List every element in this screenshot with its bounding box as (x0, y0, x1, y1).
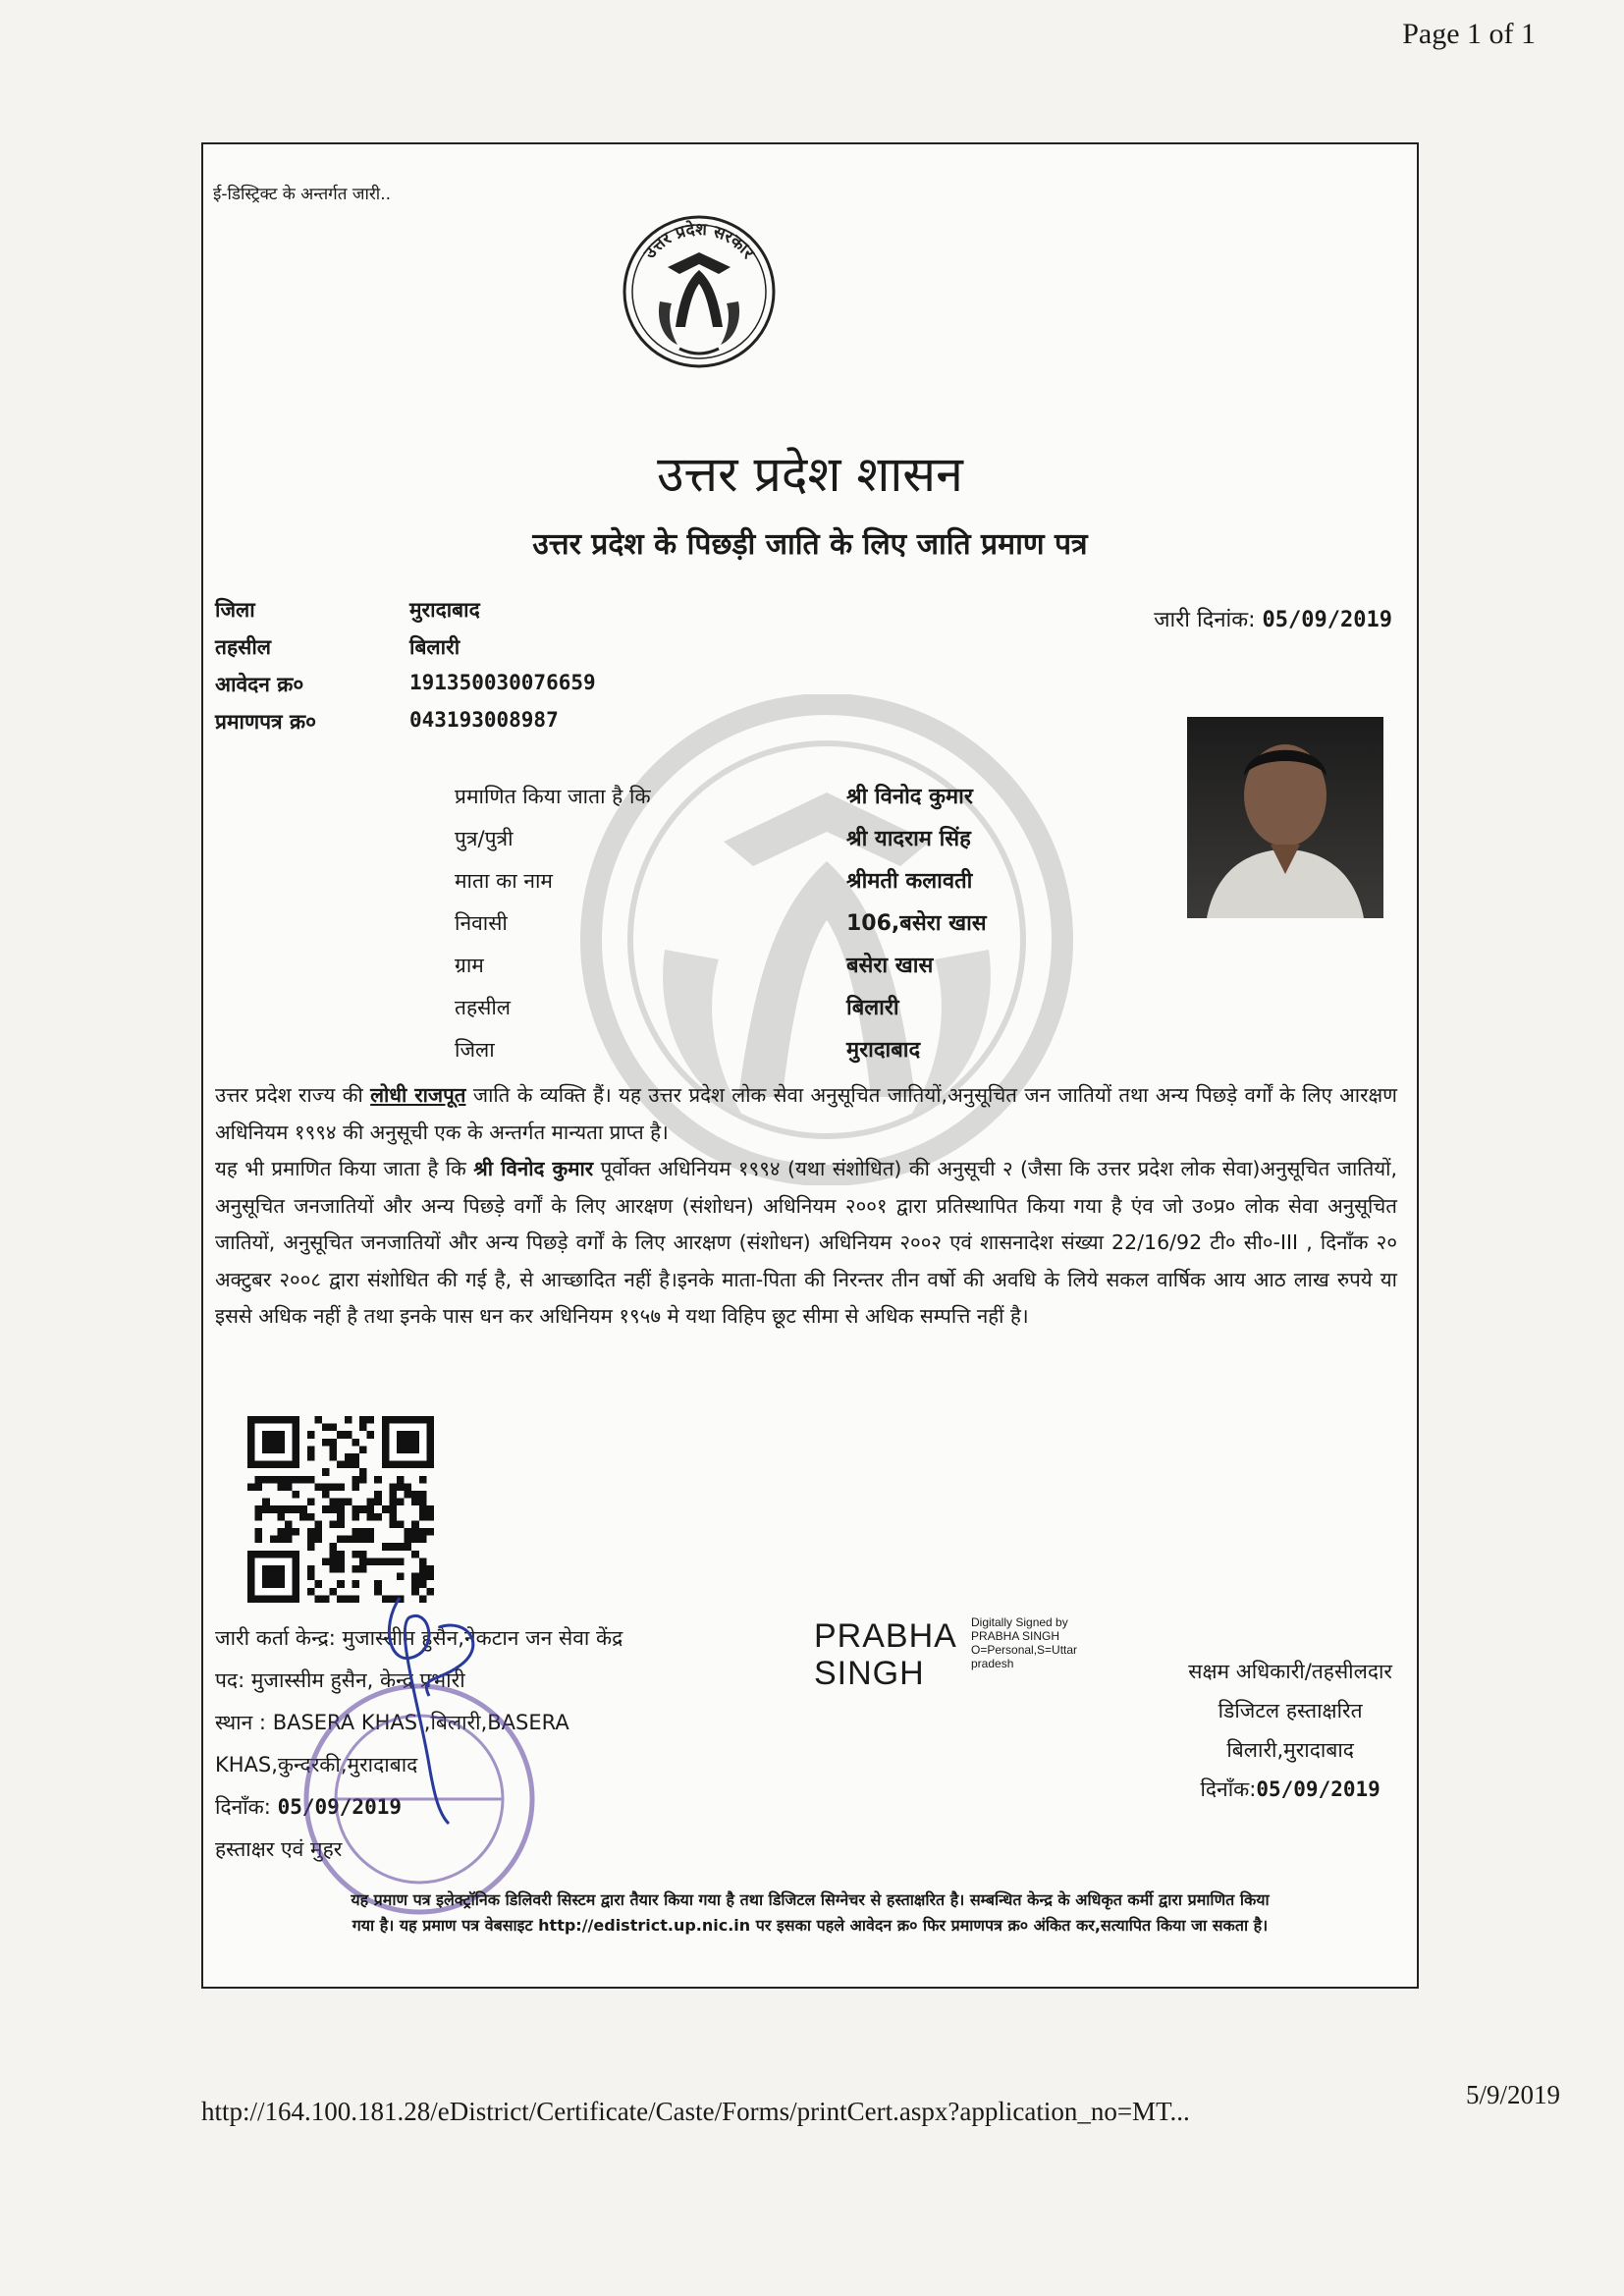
sign-and-seal-label: हस्ताक्षर एवं मुहर (215, 1837, 343, 1861)
authority-location: बिलारी,मुरादाबाद (1226, 1738, 1354, 1762)
print-url: http://164.100.181.28/eDistrict/Certificate/Caste/Forms/printCert.aspx?application_no=MT... (201, 2097, 1190, 2126)
issue-date (1154, 604, 1392, 633)
certificate-number-value: 043193008987 (409, 708, 559, 732)
page-label: Page 1 of 1 (1402, 18, 1536, 50)
certificate-body (215, 1077, 1397, 1336)
svg-text:उत्तर प्रदेश सरकार: उत्तर प्रदेश सरकार (640, 219, 759, 263)
issue-place-line2: KHAS,कुन्दरकी,मुरादाबाद (215, 1753, 418, 1777)
parent-label: पुत्र/पुत्री (455, 827, 514, 850)
district-label: जिला (215, 598, 255, 622)
document-title: उत्तर प्रदेश शासन (657, 446, 963, 503)
mother-name: श्रीमती कलावती (846, 869, 973, 894)
document-subtitle: उत्तर प्रदेश के पिछड़ी जाति के लिए जाति प्रमाण पत्र (532, 527, 1088, 562)
issue-date-value: 05/09/2019 (1262, 608, 1392, 632)
application-number-value: 191350030076659 (409, 671, 596, 694)
village-value: बसेरा खास (846, 954, 934, 978)
tehsil-value: बिलारी (409, 635, 460, 659)
digital-signature-details: Digitally Signed by PRABHA SINGH O=Personal,S=Uttar pradesh (971, 1615, 1078, 1670)
village-label: ग्राम (455, 954, 484, 977)
applicant-name-inline: श्री विनोद कुमार (473, 1157, 594, 1180)
issuer-post: पद: मुजास्सीम हुसैन, केन्द्र प्रभारी (215, 1668, 465, 1692)
caste-name: लोधी राजपूत (370, 1083, 466, 1107)
person-photo-icon (1187, 717, 1383, 918)
resident-value: 106,बसेरा खास (846, 911, 987, 936)
issuing-center: जारी कर्ता केन्द्र: मुजास्सीम हुसैन,नेकटान जन सेवा केंद्र (215, 1626, 623, 1650)
father-name: श्री यादराम सिंह (846, 827, 971, 851)
mother-label: माता का नाम (455, 869, 553, 893)
verification-qr-code (247, 1416, 434, 1603)
handwritten-signature (360, 1588, 508, 1833)
detail-district-value: मुरादाबाद (846, 1038, 921, 1063)
issue-place-line1: स्थान : BASERA KHAS ,बिलारी,BASERA (215, 1711, 569, 1734)
eligibility-paragraph: यह भी प्रमाणित किया जाता है कि श्री विनोद कुमार पूर्वोक्त अधिनियम १९९४ (यथा संशोधित) की अनुसूची २ (जैसा कि उत्तर प्रदेश लोक सेवा)अनुसूचित जातियों, अनुसूचित जनजातियों और अन्य पिछड़े वर्गों के लिए आरक्षण (संशोधन) अधिनियम २००१ द्वारा प्रतिस्थापित किया गया है एंव जो उ०प्र० लोक सेवा अनुसूचित जातियों, अनुसूचित जनजातियों और अन्य पिछड़े वर्गों के लिए आरक्षण (संशोधन) अधिनियम २००२ एवं शासनादेश संख्या 22/16/92 टी० सी०-III , दिनाँक २० अक्टुबर २००८ द्वारा संशोधित की गई है, से आच्छादित नहीं है।इनके माता-पिता की निरन्तर तीन वर्षो की अवधि के लिये सकल वार्षिक आय आठ लाख रुपये या इससे अधिक नहीं है तथा इनके पास धन कर अधिनियम १९५७ मे यथा विहिप छूट सीमा से अधिक सम्पत्ति नहीं है। (215, 1157, 1397, 1328)
certificate-frame (201, 142, 1419, 1989)
certify-label: प्रमाणित किया जाता है कि (455, 785, 651, 808)
resident-label: निवासी (455, 911, 508, 935)
district-value: मुरादाबाद (409, 598, 480, 622)
digital-signer-name: PRABHA SINGH (814, 1617, 957, 1692)
authority-title: सक्षम अधिकारी/तहसीलदार (1188, 1660, 1392, 1683)
detail-tehsil-value: बिलारी (846, 996, 899, 1020)
detail-district-label: जिला (455, 1038, 495, 1062)
authority-date: दिनाँक:05/09/2019 (1200, 1777, 1380, 1801)
edistrict-note: ई-डिस्ट्रिक्ट के अन्तर्गत जारी.. (213, 185, 392, 204)
detail-tehsil-label: तहसील (455, 996, 511, 1019)
application-number-label: आवेदन क्र० (215, 673, 304, 696)
authority-block (1188, 1652, 1392, 1809)
verification-footer-note: यह प्रमाण पत्र इलेक्ट्रॉनिक डिलिवरी सिस्टम द्वारा तैयार किया गया है तथा डिजिटल सिग्नेचर से हस्ताक्षरित है। सम्बन्धित केन्द्र के अधिकृत कर्मी द्वारा प्रमाणित किया गया है। यह प्रमाण पत्र वेबसाइट http://edistrict.up.nic.in पर इसका पहले आवेदन क्र० फिर प्रमाणपत्र क्र० अंकित कर,सत्यापित किया जा सकता है। (351, 1890, 1270, 1935)
certificate-number-label: प्रमाणपत्र क्र० (215, 710, 317, 734)
print-date: 5/9/2019 (1465, 2080, 1560, 2109)
authority-digital-signed: डिजिटल हस्ताक्षरित (1218, 1699, 1363, 1722)
issue-date-label: जारी दिनांक: (1154, 608, 1256, 632)
tehsil-label: तहसील (215, 635, 271, 659)
caste-paragraph: उत्तर प्रदेश राज्य की लोधी राजपूत जाति के व्यक्ति हैं। यह उत्तर प्रदेश लोक सेवा अनुसूचित जातियों,अनुसूचित जन जातियों तथा अन्य पिछड़े वर्गों के लिए आरक्षण अधिनियम १९९४ की अनुसूची एक के अन्तर्गत मान्यता प्राप्त है। (215, 1083, 1398, 1144)
applicant-name: श्री विनोद कुमार (846, 785, 973, 809)
state-emblem-seal (621, 213, 778, 370)
applicant-photo (1187, 717, 1383, 918)
issuer-date: दिनाँक: 05/09/2019 (215, 1795, 403, 1819)
